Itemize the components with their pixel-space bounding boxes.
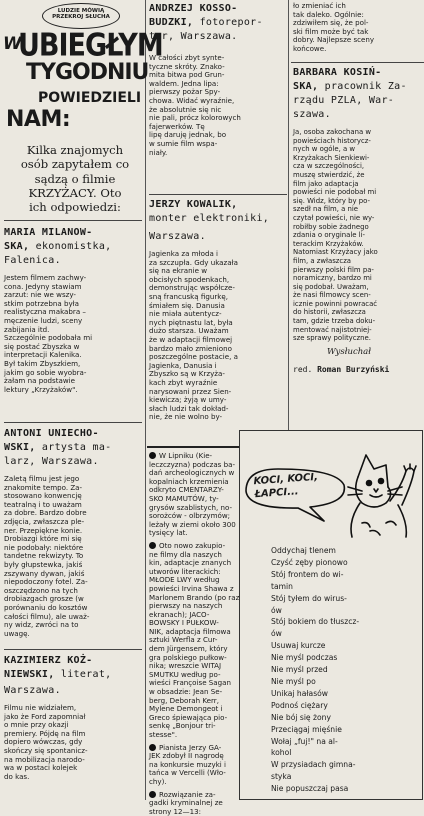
person-role: artysta ma- larz, Warszawa. [4,442,112,467]
signoff-name: Roman Burzyński [317,364,390,374]
person-role: ekonomistka, [29,241,112,252]
person-name: MARIA MILANOW- SKA, [4,227,93,252]
cat-list-item: Stój bokiem do tłuszcz- [271,617,360,627]
entry-text: W całości zbyt synte- tyczne skróty. Znako- mita bitwa pod Grun- waldem. Jedna lipa: pierwszy pożar Spy- chowa. Widać wyraźnie, że absolutnie się nic nie pali, prócz kolorowych fajerwerków. Tę lipę daruję jednak, bo w sumie film wspa- niały. [149,53,241,157]
cat-list-item: styka [271,772,292,782]
cat-list-item: Przeciągaj mięśnie [271,724,342,734]
cat-list-item: ów [271,629,282,639]
cat-list-items [271,545,421,795]
intro-text: Kilka znajomych osób zapytałem co sądzą o filmie KRZYŻACY. Oto ich odpowiedzi: [20,143,130,215]
person-name: BARBARA KOSIŃ- SKA, [293,67,382,92]
cat-list-item: W przysiadach gimna- [271,760,356,770]
cat-list-item: Nie myśl podczas [271,653,338,663]
divider [4,220,142,221]
column-rule-right [288,0,289,440]
cat-box [239,430,423,800]
cat-list-item: Nie popuszczaj pasa [271,784,349,794]
signoff-prefix: red. [293,364,318,374]
signoff-label: Wysłuchał [327,346,372,357]
badge-bottom-text: PRZEKROJ SŁUCHA [52,14,110,20]
entry-heading [149,198,285,226]
bullet-icon [149,452,156,459]
cat-list-item: Wołaj „fuj!" na al- [271,736,338,746]
person-role: monter elektroniki, [149,213,270,224]
entry-text: Jagienka za młoda i za szczupła. Gdy ukazała się na ekranie w obcisłych spodenkach, demonstrując współcze- sną francuską figurkę, śmiałem się. Danusia nie miała autentycz- nych piętnastu lat, była dużo starsza. Uważam że w adaptacji filmowej bardzo mało zmieniono poszczególne postacie, a Jagienka, Danusia i Zbyszko są w Krzyża- kach zbyt wyraźnie narysowani przez Sien- kiewicza; żyją w umy- słach ludzi tak dokład- nie, że nie wolno by- [149,249,238,422]
section-header [0,0,163,135]
person-name: KAZIMIERZ KOŻ- NIEWSKI, [4,655,93,680]
cat-list-item: kohol [271,748,292,758]
header-badge [42,3,120,29]
person-city: Warszawa. [149,231,206,242]
header-title-line4: NAM: [6,107,71,132]
column-rule-left [145,0,146,800]
entry-milanowska [4,226,142,394]
entry-uniechowski [4,427,142,638]
divider [4,649,142,650]
divider [4,422,142,423]
divider [291,62,424,63]
entry-heading [4,427,142,469]
entry-kowalik [149,198,285,422]
entry-text: Filmu nie widziałem, jako że Ford zapomniał o mnie przy okazji premiery. Pójdę na film dopiero wówczas, gdy skończy się spontanicz- na mobilizacja narodo- wa w postaci kolejek do kas. [4,703,88,781]
continued-text: ło zmieniać ich tak daleko. Ogólnie: zdziwiłem się, że pol- ski film może być tak dobry. Najlepsze sceny końcowe. [293,1,375,53]
cat-list-item: ów [271,605,282,615]
cat-list-item: Unikaj hałasów [271,688,329,698]
entry-kozniewski [4,654,142,781]
cat-list-item: tamin [271,581,293,591]
cat-list-item: Usuwaj kurcze [271,641,326,651]
entry-heading [293,66,421,122]
cat-list-item: Stój frontem do wi- [271,569,344,579]
person-name: ANDRZEJ KOSSO- BUDZKI, [149,3,238,28]
person-city: Warszawa. [4,685,61,696]
news-item-text: W Lipniku (Kie- leczczyzna) podczas ba- dań archeologicznych w kopalniach krzemienia odkryto CMENTARZY- SKO MAMUTÓW, ty- grysów szablistych, no- sorożców - olbrzymów; leżały w ziemi około 300 tysięcy lat. [149,451,236,538]
entry-kossobudzki [149,2,285,157]
entry-heading [4,226,142,254]
bullet-icon [149,791,156,798]
news-item-text: Rozwiązanie za- gadki kryminalnej ze strony 12—13: [149,789,223,816]
cat-list-item: Stój tyłem do wirus- [271,593,347,603]
cat-list-item: Czyść zęby pionowo [271,557,348,567]
entry-text: Ja, osoba zakochana w powieściach historycz- nych w ogóle, a w Krzyżakach Sienkiewi- cza w szczególności, muszę stwierdzić, że film jako adaptacja powieści nie podobał mi się. Widz, który by po- szedł na film, a nie czytał powieści, nie wy- robiłby sobie żadnego zdania o oryginale li- terackim Krzyżaków. Natomiast Krzyżacy jako film, a zwłaszcza pierwszy polski film pa- noramiczny, bardzo mi się podobał. Uważam, że nasi filmowcy scen- icznie powinni powracać do historii, zwłaszcza tam, gdzie trzeba doku- mentować najistotniej- sze sprawy polityczne. [293,128,378,343]
header-title-line2: TYGODNIU [26,60,149,85]
badge-top-text: LUDZIE MÓWIĄ [57,8,105,14]
signoff [293,365,421,374]
person-role: literat, [54,669,112,680]
divider [149,194,287,195]
person-name: ANTONI UNIECHO- WSKI, [4,428,99,453]
cat-caption: KOCI, KOCI, ŁAPCI... [253,471,319,500]
column-left [0,0,163,781]
cat-list-item: Nie myśl przed [271,665,328,675]
bullet-icon [149,542,156,549]
entry-heading [4,654,142,682]
entry-kossinska [293,66,421,374]
cat-list [271,545,421,795]
news-item-text: Oto nowo zakupio- ne filmy dla naszych kin, adaptacje znanych utworów literackich: MŁODE LWY według powieści Irvina Shawa z Marlonem Brando (po raz pierwszy na naszych ekranach); JACO- BOWSKY I PUŁKOW- NIK, adaptacja filmowa sztuki Werfla z Cur- dem Jürgensem, który gra polskiego pułkow- nika; wreszcie WITAJ SMUTKU według po- wieści Françoise Sagan w obsadzie: Jean Se- berg, Deborah Kerr, Mylene Demongeot i Greco śpiewająca pio- senkę „Bonjour tri- stesse". [149,540,240,739]
cat-list-item: Oddychaj tlenem [271,546,336,555]
header-title-line3: POWIEDZIELI [38,90,142,106]
entry-heading [149,2,285,44]
header-title-w: W [3,34,22,54]
news-item-text: Pianista Jerzy GA- JEK zdobył II nagrodę na konkursie muzyki i tańca w Vercelli (Wło- chy). [149,742,227,786]
cat-list-item: Nie myśl po [271,676,316,686]
person-role: fotorepor- ter, Warszawa. [149,17,263,42]
bullet-icon [149,744,156,751]
cat-list-item: Podnoś ciężary [271,700,328,710]
cat-list-item: Nie bój się żony [271,712,331,722]
entry-text: Jestem filmem zachwy- cona. Jedyny stawiam zarzut: nie we wszy- stkim potrzebna była realistyczna makabra – męczenie ludzi, sceny zabijania itd. Szczególnie podobała mi się postać Zbyszka w interpretacji Kalenika. Był takim Zbyszkiem, jakim go sobie wyobra- żałam na podstawie lektury „Krzyżaków". [4,273,93,394]
person-role: pracownik Za- rządu PZLA, War- szawa. [293,81,407,120]
person-city: Falenica. [4,255,61,266]
header-title-line1: UBIEGŁYM [18,28,163,64]
entry-text: Zaletą filmu jest jego znakomite tempo. Za- stosowano konwencję teatralną i to uważam za dobre. Bardzo dobre zdjęcia, zwłaszcza ple- ner. Przepiękne konie. Drobiazgi które mi się nie podobały: niektóre tandetne rekwizyty. To były głupstewka, jakiś zszywany dywan, jakiś niepodoczony fotel. Za- oszczędzono na tych drobiazgach grosze (w porównaniu do kosztów całości filmu), ale uważ- ny widz, zwróci na to uwagę. [4,474,90,638]
person-name: JERZY KOWALIK, [149,199,238,210]
